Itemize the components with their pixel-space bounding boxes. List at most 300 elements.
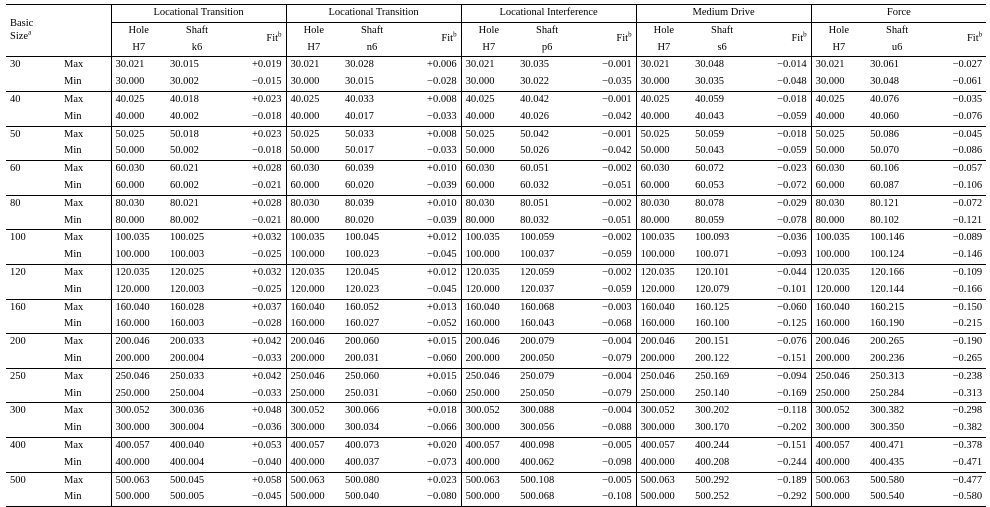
fit-value-cell: −0.018	[753, 126, 811, 143]
hole-value-cell: 500.063	[640, 474, 675, 486]
hole-value-cell: 120.000	[811, 282, 866, 299]
fit-value-cell: −0.094	[753, 368, 811, 385]
fit-value-cell: −0.108	[578, 489, 636, 506]
hole-value-cell: 250.046	[640, 370, 675, 382]
hole-value-cell: 120.000	[286, 282, 341, 299]
basic-size-cell: 120	[6, 264, 56, 299]
shaft-value-cell: 250.004	[166, 386, 228, 403]
shaft-value-cell: 100.023	[341, 247, 403, 264]
shaft-value-cell: 160.052	[345, 301, 380, 313]
hole-value-cell: 50.000	[636, 143, 691, 160]
fit-value-cell: −0.027	[952, 59, 983, 71]
fit-value-cell: −0.051	[578, 213, 636, 230]
fit-value-cell: −0.018	[753, 91, 811, 108]
hole-value-cell: 30.000	[461, 74, 516, 91]
shaft-value-cell: 30.022	[516, 74, 578, 91]
fit-value-cell: −0.059	[578, 282, 636, 299]
col-header-shaft-line2: p6	[541, 41, 553, 53]
hole-value-cell: 400.000	[111, 455, 166, 472]
shaft-value-cell: 40.017	[341, 109, 403, 126]
hole-value-cell: 250.046	[815, 370, 850, 382]
hole-value-cell: 500.063	[115, 474, 150, 486]
hole-value-cell: 300.000	[811, 420, 866, 437]
hole-value-cell: 30.000	[286, 74, 341, 91]
fit-value-cell: −0.040	[228, 455, 286, 472]
fit-value-cell: −0.033	[403, 109, 461, 126]
table-body	[6, 57, 986, 507]
col-header-hole-2	[461, 22, 516, 57]
shaft-value-cell: 120.059	[520, 266, 555, 278]
table-row	[6, 126, 986, 143]
hole-value-cell: 300.052	[290, 405, 325, 417]
shaft-value-cell: 160.068	[520, 301, 555, 313]
fit-value-cell: −0.086	[928, 143, 986, 160]
shaft-value-cell: 100.093	[695, 232, 730, 244]
basic-size-cell: 160	[6, 299, 56, 334]
fit-value-cell: −0.052	[403, 316, 461, 333]
col-header-shaft-line2: n6	[366, 41, 378, 53]
fit-footnote-mark: b	[803, 30, 807, 39]
col-header-fit-4	[928, 22, 986, 57]
col-header-hole-0	[111, 22, 166, 57]
shaft-value-cell: 300.202	[695, 405, 730, 417]
hole-value-cell: 60.000	[811, 178, 866, 195]
max-label-cell: Max	[56, 161, 111, 178]
shaft-value-cell: 40.059	[695, 93, 724, 105]
min-label-cell: Min	[56, 351, 111, 368]
shaft-value-cell: 120.025	[170, 266, 205, 278]
fit-value-cell: −0.166	[928, 282, 986, 299]
fit-value-cell: −0.045	[952, 128, 983, 140]
shaft-value-cell: 50.070	[866, 143, 928, 160]
basic-size-cell: 100	[6, 230, 56, 265]
shaft-value-cell: 30.028	[345, 59, 374, 71]
col-header-shaft-1	[341, 22, 403, 57]
hole-value-cell: 80.030	[465, 197, 495, 209]
fit-value-cell: +0.037	[228, 299, 286, 316]
hole-value-cell: 500.063	[465, 474, 500, 486]
hole-value-cell: 60.030	[640, 163, 670, 175]
table-row	[6, 403, 986, 420]
shaft-value-cell: 500.580	[870, 474, 905, 486]
hole-value-cell: 80.030	[640, 197, 670, 209]
hole-value-cell: 40.025	[640, 93, 670, 105]
max-label-cell: Max	[56, 299, 111, 316]
hole-value-cell: 100.035	[465, 232, 500, 244]
shaft-value-cell: 120.045	[345, 266, 380, 278]
fit-value-cell: −0.004	[578, 403, 636, 420]
hole-value-cell: 160.000	[111, 316, 166, 333]
shaft-value-cell: 60.072	[695, 163, 724, 175]
hole-value-cell: 50.025	[815, 128, 845, 140]
hole-value-cell: 500.000	[461, 489, 516, 506]
fit-value-cell: −0.215	[928, 316, 986, 333]
hole-value-cell: 50.025	[115, 128, 145, 140]
shaft-value-cell: 60.002	[166, 178, 228, 195]
table-row	[6, 195, 986, 212]
shaft-value-cell: 400.098	[520, 439, 555, 451]
hole-value-cell: 300.000	[286, 420, 341, 437]
fit-value-cell: −0.265	[928, 351, 986, 368]
hole-value-cell: 30.021	[465, 59, 495, 71]
fit-footnote-mark: b	[628, 30, 632, 39]
fit-value-cell: −0.150	[952, 301, 983, 313]
basic-size-cell: 60	[6, 161, 56, 196]
fit-value-cell: −0.089	[952, 232, 983, 244]
fit-value-cell: −0.298	[952, 405, 983, 417]
fit-value-cell: −0.072	[753, 178, 811, 195]
hole-value-cell: 50.000	[111, 143, 166, 160]
hole-value-cell: 200.046	[115, 336, 150, 348]
fit-value-cell: +0.053	[228, 437, 286, 454]
shaft-value-cell: 250.033	[170, 370, 205, 382]
hole-value-cell: 120.035	[465, 266, 500, 278]
fit-value-cell: −0.045	[228, 489, 286, 506]
fit-value-cell: −0.057	[952, 163, 983, 175]
col-header-fit-2	[578, 22, 636, 57]
fit-value-cell: −0.045	[403, 282, 461, 299]
hole-value-cell: 60.000	[286, 178, 341, 195]
shaft-value-cell: 300.004	[166, 420, 228, 437]
hole-value-cell: 400.000	[811, 455, 866, 472]
hole-value-cell: 50.000	[461, 143, 516, 160]
table-row	[6, 351, 986, 368]
shaft-value-cell: 120.144	[866, 282, 928, 299]
fit-value-cell: +0.032	[228, 264, 286, 281]
fit-value-cell: −0.477	[952, 474, 983, 486]
shaft-value-cell: 100.059	[520, 232, 555, 244]
fit-value-cell: −0.190	[952, 336, 983, 348]
fit-value-cell: −0.088	[578, 420, 636, 437]
fit-value-cell: −0.045	[403, 247, 461, 264]
fit-value-cell: −0.014	[753, 57, 811, 74]
table-row	[6, 368, 986, 385]
fit-value-cell: −0.004	[578, 368, 636, 385]
fit-value-cell: +0.023	[228, 126, 286, 143]
shaft-value-cell: 500.068	[516, 489, 578, 506]
col-header-hole-line1: Hole	[478, 24, 500, 36]
min-label-cell: Min	[56, 178, 111, 195]
shaft-value-cell: 50.059	[695, 128, 724, 140]
table-row	[6, 230, 986, 247]
fit-value-cell: −0.002	[578, 264, 636, 281]
hole-value-cell: 160.000	[286, 316, 341, 333]
shaft-value-cell: 200.033	[170, 336, 205, 348]
fit-value-cell: −0.001	[578, 126, 636, 143]
hole-value-cell: 200.000	[811, 351, 866, 368]
shaft-value-cell: 160.003	[166, 316, 228, 333]
fit-value-cell: −0.033	[228, 351, 286, 368]
fit-footnote-mark: b	[278, 30, 282, 39]
hole-value-cell: 60.030	[815, 163, 845, 175]
fit-value-cell: +0.008	[403, 91, 461, 108]
col-header-shaft-line1: Shaft	[360, 24, 384, 36]
col-header-fit-label: Fit	[966, 33, 979, 45]
shaft-value-cell: 400.244	[695, 439, 730, 451]
fit-value-cell: −0.146	[928, 247, 986, 264]
table-row	[6, 161, 986, 178]
basic-size-cell: 500	[6, 472, 56, 507]
shaft-value-cell: 500.005	[166, 489, 228, 506]
fit-value-cell: +0.020	[403, 437, 461, 454]
hole-value-cell: 300.052	[465, 405, 500, 417]
basic-size-cell: 200	[6, 334, 56, 369]
basic-size-cell: 50	[6, 126, 56, 161]
hole-value-cell: 100.000	[811, 247, 866, 264]
basic-size-cell: 40	[6, 91, 56, 126]
fit-value-cell: −0.005	[578, 437, 636, 454]
fit-value-cell: −0.060	[403, 386, 461, 403]
shaft-value-cell: 120.037	[516, 282, 578, 299]
shaft-value-cell: 500.080	[345, 474, 380, 486]
col-header-fit-label: Fit	[266, 33, 279, 45]
fit-value-cell: −0.078	[753, 213, 811, 230]
shaft-value-cell: 50.018	[170, 128, 199, 140]
shaft-value-cell: 30.015	[170, 59, 199, 71]
hole-value-cell: 400.000	[461, 455, 516, 472]
hole-value-cell: 160.040	[815, 301, 850, 313]
hole-value-cell: 500.000	[286, 489, 341, 506]
hole-value-cell: 60.030	[115, 163, 145, 175]
fit-value-cell: +0.013	[403, 299, 461, 316]
col-header-fit-label: Fit	[441, 33, 454, 45]
fit-value-cell: −0.073	[403, 455, 461, 472]
shaft-value-cell: 30.002	[166, 74, 228, 91]
hole-value-cell: 30.000	[111, 74, 166, 91]
shaft-value-cell: 400.208	[691, 455, 753, 472]
shaft-value-cell: 160.043	[516, 316, 578, 333]
shaft-value-cell: 30.035	[691, 74, 753, 91]
fit-value-cell: −0.039	[403, 178, 461, 195]
hole-value-cell: 100.000	[111, 247, 166, 264]
col-header-shaft-3	[691, 22, 753, 57]
shaft-value-cell: 160.125	[695, 301, 730, 313]
shaft-value-cell: 400.040	[170, 439, 205, 451]
shaft-value-cell: 250.140	[691, 386, 753, 403]
hole-value-cell: 120.035	[290, 266, 325, 278]
shaft-value-cell: 500.540	[866, 489, 928, 506]
max-label-cell: Max	[56, 230, 111, 247]
hole-value-cell: 400.057	[465, 439, 500, 451]
shaft-value-cell: 300.170	[691, 420, 753, 437]
shaft-value-cell: 40.002	[166, 109, 228, 126]
fit-value-cell: +0.032	[228, 230, 286, 247]
fit-value-cell: −0.042	[578, 143, 636, 160]
group-title-locational-transition-k6: Locational Transition	[111, 5, 286, 23]
hole-value-cell: 160.000	[636, 316, 691, 333]
fit-value-cell: −0.044	[753, 264, 811, 281]
hole-value-cell: 120.000	[636, 282, 691, 299]
fit-value-cell: −0.378	[952, 439, 983, 451]
fit-value-cell: −0.002	[578, 230, 636, 247]
fit-value-cell: −0.033	[403, 143, 461, 160]
shaft-value-cell: 60.020	[341, 178, 403, 195]
table-row	[6, 437, 986, 454]
shaft-value-cell: 200.079	[520, 336, 555, 348]
hole-value-cell: 60.000	[461, 178, 516, 195]
hole-value-cell: 300.052	[815, 405, 850, 417]
shaft-value-cell: 200.004	[166, 351, 228, 368]
hole-value-cell: 100.000	[286, 247, 341, 264]
hole-value-cell: 40.000	[636, 109, 691, 126]
fit-value-cell: −0.292	[753, 489, 811, 506]
shaft-value-cell: 40.018	[170, 93, 199, 105]
shaft-value-cell: 400.073	[345, 439, 380, 451]
table-row	[6, 299, 986, 316]
fit-value-cell: +0.042	[228, 334, 286, 351]
hole-value-cell: 300.052	[640, 405, 675, 417]
shaft-value-cell: 50.042	[520, 128, 549, 140]
shaft-value-cell: 80.032	[516, 213, 578, 230]
hole-value-cell: 500.063	[815, 474, 850, 486]
hole-value-cell: 50.000	[811, 143, 866, 160]
col-header-shaft-line2: s6	[717, 41, 727, 53]
hole-value-cell: 250.046	[290, 370, 325, 382]
shaft-value-cell: 50.017	[341, 143, 403, 160]
table-row	[6, 282, 986, 299]
max-label-cell: Max	[56, 126, 111, 143]
shaft-value-cell: 30.015	[341, 74, 403, 91]
hole-value-cell: 400.057	[640, 439, 675, 451]
shaft-value-cell: 80.102	[866, 213, 928, 230]
hole-value-cell: 250.046	[115, 370, 150, 382]
col-header-shaft-line1: Shaft	[886, 24, 909, 36]
header-group-row	[6, 5, 986, 23]
shaft-value-cell: 80.039	[345, 197, 374, 209]
hole-value-cell: 80.000	[111, 213, 166, 230]
hole-value-cell: 60.000	[111, 178, 166, 195]
hole-value-cell: 160.040	[290, 301, 325, 313]
max-label-cell: Max	[56, 91, 111, 108]
hole-value-cell: 120.035	[815, 266, 850, 278]
min-label-cell: Min	[56, 386, 111, 403]
shaft-value-cell: 50.026	[516, 143, 578, 160]
shaft-value-cell: 300.066	[345, 405, 380, 417]
fit-value-cell: −0.048	[753, 74, 811, 91]
header-column-row	[6, 22, 986, 57]
min-label-cell: Min	[56, 109, 111, 126]
table-row	[6, 109, 986, 126]
shaft-value-cell: 120.166	[870, 266, 905, 278]
shaft-value-cell: 60.053	[691, 178, 753, 195]
hole-value-cell: 30.021	[815, 59, 845, 71]
shaft-value-cell: 50.086	[870, 128, 899, 140]
fit-value-cell: +0.048	[228, 403, 286, 420]
hole-value-cell: 200.000	[111, 351, 166, 368]
fit-value-cell: −0.023	[753, 161, 811, 178]
shaft-value-cell: 250.284	[866, 386, 928, 403]
shaft-value-cell: 300.088	[520, 405, 555, 417]
hole-value-cell: 30.000	[636, 74, 691, 91]
table-row	[6, 57, 986, 74]
shaft-value-cell: 160.190	[866, 316, 928, 333]
shaft-value-cell: 40.042	[520, 93, 549, 105]
shaft-value-cell: 200.031	[341, 351, 403, 368]
hole-value-cell: 200.046	[640, 336, 675, 348]
shaft-value-cell: 200.265	[870, 336, 905, 348]
col-header-shaft-line1: Shaft	[711, 24, 734, 36]
fit-value-cell: −0.066	[403, 420, 461, 437]
hole-value-cell: 500.000	[111, 489, 166, 506]
group-title-locational-interference: Locational Interference	[461, 5, 636, 23]
col-header-shaft-line2: u6	[891, 41, 903, 53]
table-row	[6, 489, 986, 506]
basic-size-header	[6, 5, 111, 57]
shaft-value-cell: 250.313	[870, 370, 905, 382]
col-header-fit-3	[753, 22, 811, 57]
fit-value-cell: −0.029	[753, 195, 811, 212]
col-header-shaft-2	[516, 22, 578, 57]
col-header-hole-line2: H7	[832, 41, 846, 53]
hole-value-cell: 300.052	[115, 405, 150, 417]
fit-value-cell: −0.021	[228, 213, 286, 230]
min-label-cell: Min	[56, 247, 111, 264]
hole-value-cell: 300.000	[461, 420, 516, 437]
hole-value-cell: 250.000	[111, 386, 166, 403]
hole-value-cell: 250.000	[811, 386, 866, 403]
fit-value-cell: −0.202	[753, 420, 811, 437]
fit-value-cell: +0.015	[403, 368, 461, 385]
table-row	[6, 455, 986, 472]
shaft-value-cell: 200.050	[516, 351, 578, 368]
fit-value-cell: −0.061	[928, 74, 986, 91]
hole-value-cell: 50.025	[640, 128, 670, 140]
shaft-value-cell: 500.292	[695, 474, 730, 486]
hole-value-cell: 500.000	[636, 489, 691, 506]
fit-value-cell: +0.010	[403, 161, 461, 178]
shaft-value-cell: 60.051	[520, 163, 549, 175]
fit-value-cell: −0.238	[952, 370, 983, 382]
max-label-cell: Max	[56, 368, 111, 385]
fit-value-cell: −0.025	[228, 247, 286, 264]
fit-value-cell: −0.244	[753, 455, 811, 472]
shaft-value-cell: 100.124	[866, 247, 928, 264]
hole-value-cell: 40.000	[286, 109, 341, 126]
hole-value-cell: 200.046	[290, 336, 325, 348]
fit-value-cell: −0.001	[578, 91, 636, 108]
fit-value-cell: −0.001	[578, 57, 636, 74]
basic-size-cell: 80	[6, 195, 56, 230]
fit-value-cell: −0.059	[578, 247, 636, 264]
shaft-value-cell: 60.039	[345, 163, 374, 175]
fit-value-cell: −0.076	[753, 334, 811, 351]
fit-value-cell: −0.004	[578, 334, 636, 351]
col-header-hole-line1: Hole	[303, 24, 324, 36]
hole-value-cell: 100.035	[290, 232, 325, 244]
fit-value-cell: −0.018	[228, 143, 286, 160]
hole-value-cell: 50.025	[465, 128, 495, 140]
shaft-value-cell: 100.146	[870, 232, 905, 244]
shaft-value-cell: 100.045	[345, 232, 380, 244]
shaft-value-cell: 300.056	[516, 420, 578, 437]
min-label-cell: Min	[56, 316, 111, 333]
min-label-cell: Min	[56, 282, 111, 299]
group-title-force: Force	[811, 5, 986, 23]
basic-size-cell: 250	[6, 368, 56, 403]
col-header-shaft-4	[866, 22, 928, 57]
fit-value-cell: −0.151	[753, 437, 811, 454]
shaft-value-cell: 500.252	[691, 489, 753, 506]
shaft-value-cell: 80.078	[695, 197, 724, 209]
col-header-hole-line2: H7	[132, 41, 146, 53]
shaft-value-cell: 60.087	[866, 178, 928, 195]
min-label-cell: Min	[56, 143, 111, 160]
col-header-fit-0	[228, 22, 286, 57]
shaft-value-cell: 300.034	[341, 420, 403, 437]
fit-value-cell: −0.033	[228, 386, 286, 403]
hole-value-cell: 80.030	[290, 197, 320, 209]
fit-value-cell: −0.189	[753, 472, 811, 489]
